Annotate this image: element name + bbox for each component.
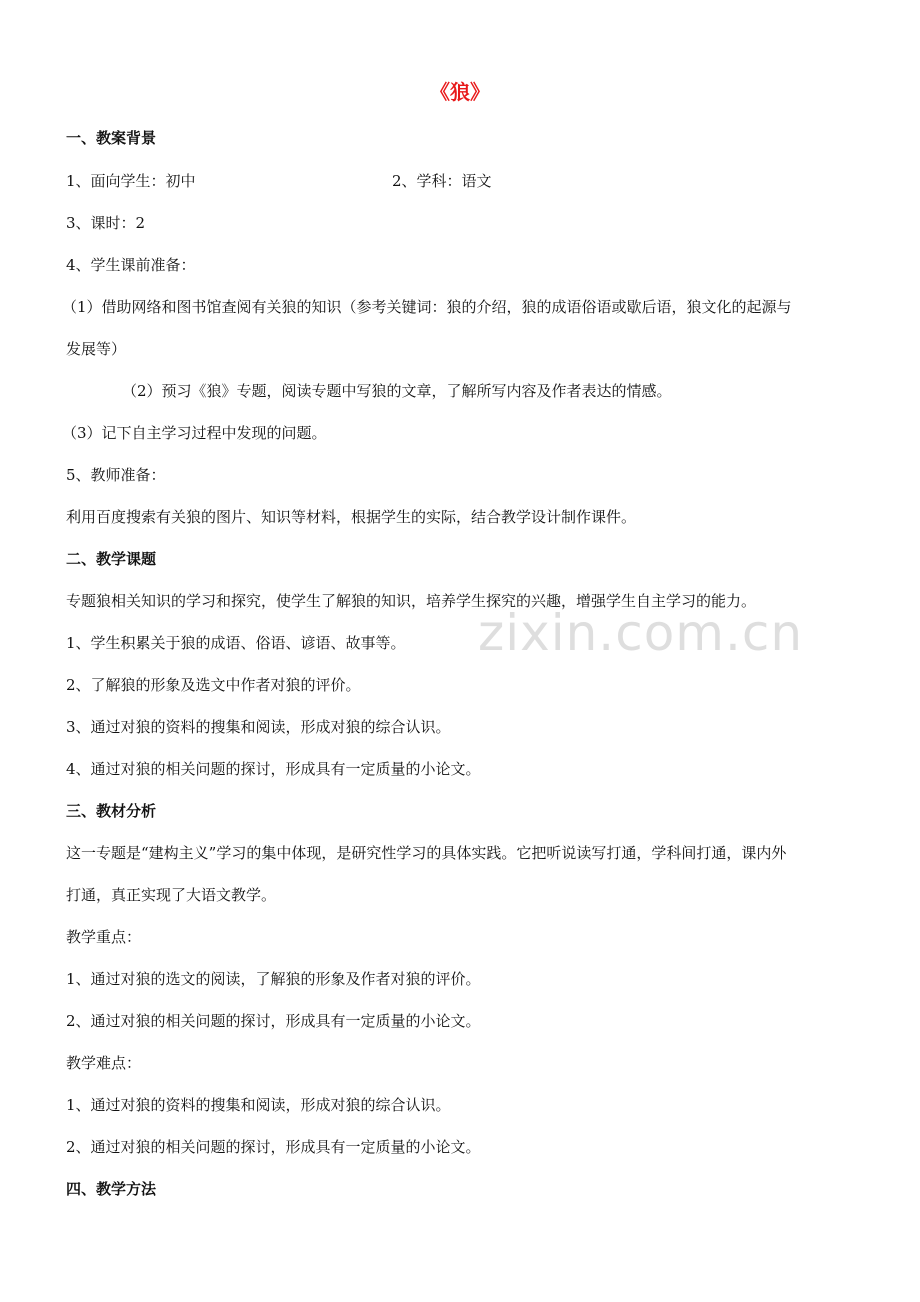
page-title: 《狼》	[430, 80, 490, 104]
prep-item-1: （1）借助网络和图书馆查阅有关狼的知识（参考关键词：狼的介绍，狼的成语俗语或歇后语，狼文化的起源与	[62, 298, 792, 316]
subject: 2、学科：语文	[392, 172, 492, 190]
watermark: zixin.com.cn	[478, 604, 804, 662]
prep-item-2: （2）预习《狼》专题，阅读专题中写狼的文章，了解所写内容及作者表达的情感。	[122, 382, 672, 400]
section-heading-background: 一、教案背景	[66, 129, 157, 147]
key-point-1: 1、通过对狼的选文的阅读，了解狼的形象及作者对狼的评价。	[66, 970, 481, 988]
difficulty-2: 2、通过对狼的相关问题的探讨，形成具有一定质量的小论文。	[66, 1138, 481, 1156]
section-heading-analysis: 三、教材分析	[66, 802, 157, 820]
teacher-prep-label: 5、教师准备：	[66, 466, 166, 484]
section-heading-methods: 四、教学方法	[66, 1180, 157, 1198]
goal-1: 1、学生积累关于狼的成语、俗语、谚语、故事等。	[66, 634, 406, 652]
difficulties-label: 教学难点：	[66, 1054, 142, 1072]
student-prep-label: 4、学生课前准备：	[66, 256, 196, 274]
key-points-label: 教学重点：	[66, 928, 142, 946]
prep-item-3: （3）记下自主学习过程中发现的问题。	[62, 424, 327, 442]
difficulty-1: 1、通过对狼的资料的搜集和阅读，形成对狼的综合认识。	[66, 1096, 451, 1114]
goal-3: 3、通过对狼的资料的搜集和阅读，形成对狼的综合认识。	[66, 718, 451, 736]
teacher-prep-text: 利用百度搜索有关狼的图片、知识等材料，根据学生的实际，结合教学设计制作课件。	[66, 508, 637, 526]
analysis-paragraph-line-2: 打通，真正实现了大语文教学。	[66, 886, 277, 904]
section-heading-topic: 二、教学课题	[66, 550, 157, 568]
class-hours: 3、课时：2	[66, 214, 146, 232]
target-students: 1、面向学生：初中	[66, 172, 196, 190]
key-point-2: 2、通过对狼的相关问题的探讨，形成具有一定质量的小论文。	[66, 1012, 481, 1030]
goal-2: 2、了解狼的形象及选文中作者对狼的评价。	[66, 676, 361, 694]
topic-intro: 专题狼相关知识的学习和探究，使学生了解狼的知识，培养学生探究的兴趣，增强学生自主学习的能力。	[66, 592, 757, 610]
prep-item-1-cont: 发展等）	[66, 340, 127, 358]
goal-4: 4、通过对狼的相关问题的探讨，形成具有一定质量的小论文。	[66, 760, 481, 778]
analysis-paragraph-line-1: 这一专题是“建构主义”学习的集中体现，是研究性学习的具体实践。它把听说读写打通，学科间打通，课内外	[66, 844, 787, 862]
